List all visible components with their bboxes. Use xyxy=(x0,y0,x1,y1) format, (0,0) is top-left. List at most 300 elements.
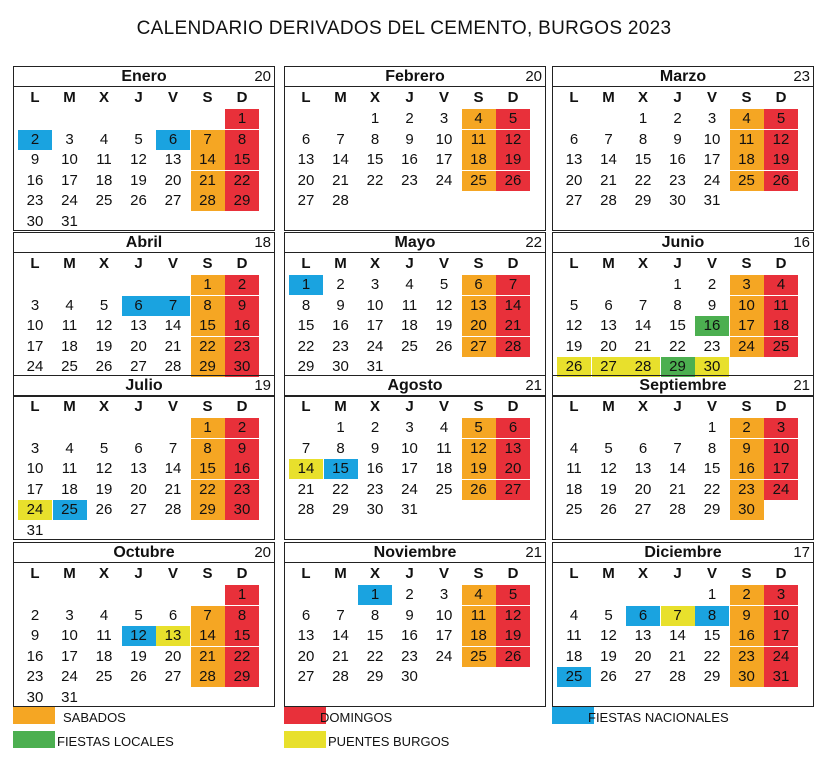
day-cell: 7 xyxy=(496,275,530,295)
day-cell: 21 xyxy=(191,171,225,191)
day-cell: 29 xyxy=(225,667,259,687)
day-cell: 12 xyxy=(122,626,156,646)
day-cell: 15 xyxy=(191,316,225,336)
day-cell: 6 xyxy=(301,606,311,624)
day-cell: 15 xyxy=(366,627,384,645)
day-cell: 8 xyxy=(225,606,259,626)
day-cell: 21 xyxy=(600,171,617,189)
weekday-header: S xyxy=(473,565,484,582)
month-septiembre xyxy=(552,375,814,540)
day-cell: 13 xyxy=(634,460,652,478)
day-cell: 11 xyxy=(566,627,582,645)
working-days-count: 22 xyxy=(525,234,542,251)
day-cell: 29 xyxy=(366,668,384,686)
day-cell: 20 xyxy=(130,337,147,355)
day-cell: 15 xyxy=(703,460,721,478)
working-days-count: 18 xyxy=(254,234,271,251)
day-cell: 11 xyxy=(764,296,798,316)
day-cell: 3 xyxy=(707,110,717,127)
day-cell: 28 xyxy=(191,667,225,687)
weekday-header: M xyxy=(63,565,76,582)
day-cell: 31 xyxy=(61,213,78,230)
weekday-header: L xyxy=(301,398,311,415)
day-cell: 23 xyxy=(26,192,44,210)
day-cell: 17 xyxy=(26,337,44,355)
day-cell: 5 xyxy=(764,109,798,129)
day-cell: 17 xyxy=(366,317,384,335)
legend-label: DOMINGOS xyxy=(320,710,393,725)
day-cell: 22 xyxy=(191,480,225,500)
header-divider xyxy=(553,562,813,563)
day-cell: 18 xyxy=(565,480,583,498)
month-abril xyxy=(13,232,275,397)
day-cell: 22 xyxy=(634,171,652,189)
day-cell: 10 xyxy=(26,460,44,478)
day-cell: 3 xyxy=(764,585,798,605)
day-cell: 18 xyxy=(462,626,496,646)
weekday-header: V xyxy=(167,398,178,415)
day-cell: 29 xyxy=(191,500,225,520)
month-mayo xyxy=(284,232,546,397)
month-name: Febrero xyxy=(385,68,445,85)
weekday-header: D xyxy=(775,565,787,582)
day-cell: 10 xyxy=(730,296,764,316)
day-cell: 4 xyxy=(569,606,579,624)
day-cell: 26 xyxy=(435,337,453,355)
header-divider xyxy=(14,562,274,563)
working-days-count: 21 xyxy=(525,377,542,394)
month-enero xyxy=(13,66,275,231)
day-cell: 11 xyxy=(462,130,496,150)
day-cell: 21 xyxy=(332,171,349,189)
day-cell: 26 xyxy=(600,668,617,686)
day-cell: 6 xyxy=(301,130,311,148)
month-name: Noviembre xyxy=(373,544,457,561)
weekday-header: X xyxy=(369,565,380,582)
day-cell: 20 xyxy=(600,337,617,355)
day-cell: 27 xyxy=(462,337,496,357)
weekday-header: V xyxy=(706,255,717,272)
day-cell: 1 xyxy=(638,110,648,127)
day-cell: 15 xyxy=(634,151,652,169)
day-cell: 24 xyxy=(703,171,721,189)
day-cell: 30 xyxy=(669,192,686,210)
day-cell: 24 xyxy=(764,647,798,667)
day-cell: 13 xyxy=(496,439,530,459)
day-cell: 14 xyxy=(669,627,686,645)
day-cell: 15 xyxy=(703,627,721,645)
day-cell: 4 xyxy=(405,276,414,293)
day-cell: 21 xyxy=(669,480,686,498)
month-name: Enero xyxy=(121,68,167,85)
day-cell: 11 xyxy=(61,460,78,478)
day-cell: 1 xyxy=(707,419,717,436)
weekday-header: D xyxy=(236,565,248,582)
day-cell: 8 xyxy=(191,439,225,459)
day-cell: 5 xyxy=(99,296,109,314)
day-cell: 31 xyxy=(61,689,78,706)
day-cell: 16 xyxy=(332,317,349,335)
day-cell: 8 xyxy=(673,296,682,314)
day-cell: 4 xyxy=(65,439,74,457)
day-cell: 26 xyxy=(496,647,530,667)
weekday-header: S xyxy=(741,255,752,272)
day-cell: 10 xyxy=(61,151,78,169)
day-cell: 28 xyxy=(191,191,225,211)
day-cell: 24 xyxy=(764,480,798,500)
day-cell: 16 xyxy=(669,151,686,169)
weekday-header: M xyxy=(63,89,76,106)
day-cell: 19 xyxy=(600,480,617,498)
day-cell: 16 xyxy=(401,627,418,645)
day-cell: 16 xyxy=(26,647,44,665)
legend-label: SABADOS xyxy=(63,710,126,725)
day-cell: 4 xyxy=(462,585,496,605)
month-noviembre xyxy=(284,542,546,707)
weekday-header: D xyxy=(775,255,787,272)
month-name: Mayo xyxy=(394,234,436,251)
day-cell: 30 xyxy=(730,500,764,520)
day-cell: 28 xyxy=(600,192,617,210)
header-divider xyxy=(14,86,274,87)
day-cell: 17 xyxy=(435,627,453,645)
day-cell: 28 xyxy=(297,501,315,519)
weekday-header: J xyxy=(134,398,143,415)
day-cell: 6 xyxy=(156,130,190,150)
weekday-header: S xyxy=(473,398,484,415)
day-cell: 11 xyxy=(401,296,418,314)
weekday-header: J xyxy=(134,89,143,106)
weekday-header: X xyxy=(637,565,648,582)
day-cell: 9 xyxy=(405,130,414,148)
day-cell: 19 xyxy=(95,480,113,498)
day-cell: 30 xyxy=(730,667,764,687)
day-cell: 1 xyxy=(336,419,345,436)
weekday-header: X xyxy=(637,89,648,106)
day-cell: 7 xyxy=(604,130,613,148)
weekday-header: D xyxy=(507,565,519,582)
day-cell: 29 xyxy=(191,357,225,377)
day-cell: 2 xyxy=(405,110,414,127)
day-cell: 7 xyxy=(168,439,178,457)
day-cell: 13 xyxy=(297,151,315,169)
day-cell: 25 xyxy=(95,668,113,686)
day-cell: 7 xyxy=(156,296,190,316)
weekday-header: M xyxy=(334,89,347,106)
day-cell: 14 xyxy=(164,460,182,478)
day-cell: 28 xyxy=(496,337,530,357)
day-cell: 10 xyxy=(435,606,453,624)
weekday-header: M xyxy=(334,565,347,582)
day-cell: 25 xyxy=(95,192,113,210)
weekday-header: L xyxy=(569,565,579,582)
day-cell: 12 xyxy=(95,460,113,478)
day-cell: 2 xyxy=(673,110,682,127)
weekday-header: X xyxy=(369,398,380,415)
day-cell: 28 xyxy=(332,668,349,686)
day-cell: 2 xyxy=(336,276,345,293)
day-cell: 24 xyxy=(435,647,453,665)
day-cell: 16 xyxy=(730,459,764,479)
day-cell: 17 xyxy=(764,626,798,646)
weekday-header: L xyxy=(569,398,579,415)
day-cell: 10 xyxy=(26,317,44,335)
day-cell: 17 xyxy=(730,316,764,336)
working-days-count: 21 xyxy=(525,544,542,561)
month-header xyxy=(553,543,813,562)
day-cell: 11 xyxy=(566,460,582,478)
weekday-header: M xyxy=(63,398,76,415)
day-cell: 20 xyxy=(565,171,583,189)
day-cell: 3 xyxy=(370,276,380,293)
weekday-header: M xyxy=(63,255,76,272)
day-cell: 17 xyxy=(61,171,78,189)
month-name: Septiembre xyxy=(639,377,727,394)
day-cell: 7 xyxy=(638,296,648,314)
day-cell: 9 xyxy=(405,606,414,624)
day-cell: 3 xyxy=(65,606,74,624)
weekday-header: D xyxy=(236,398,248,415)
day-cell: 22 xyxy=(669,337,686,355)
day-cell: 3 xyxy=(730,275,764,295)
day-cell: 18 xyxy=(401,317,418,335)
day-cell: 21 xyxy=(164,480,182,498)
day-cell: 7 xyxy=(336,130,345,148)
day-cell: 15 xyxy=(366,151,384,169)
day-cell: 9 xyxy=(225,296,259,316)
month-marzo xyxy=(552,66,814,231)
day-cell: 20 xyxy=(634,480,652,498)
month-agosto xyxy=(284,375,546,540)
day-cell: 2 xyxy=(707,276,717,293)
day-cell: 5 xyxy=(569,296,579,314)
weekday-header: L xyxy=(301,89,311,106)
header-divider xyxy=(553,395,813,396)
day-cell: 12 xyxy=(496,130,530,150)
day-cell: 14 xyxy=(332,627,349,645)
day-cell: 19 xyxy=(496,150,530,170)
day-cell: 1 xyxy=(370,110,380,127)
day-cell: 18 xyxy=(95,171,113,189)
month-name: Abril xyxy=(125,234,163,251)
day-cell: 22 xyxy=(703,480,721,498)
day-cell: 25 xyxy=(730,171,764,191)
weekday-header: L xyxy=(569,89,579,106)
month-febrero xyxy=(284,66,546,231)
day-cell: 26 xyxy=(462,480,496,500)
day-cell: 24 xyxy=(61,192,78,210)
day-cell: 6 xyxy=(168,606,178,624)
weekday-header: D xyxy=(507,255,519,272)
day-cell: 9 xyxy=(30,627,40,645)
weekday-header: D xyxy=(775,89,787,106)
day-cell: 8 xyxy=(638,130,648,148)
weekday-header: D xyxy=(507,89,519,106)
day-cell: 25 xyxy=(462,647,496,667)
day-cell: 4 xyxy=(462,109,496,129)
weekday-header: D xyxy=(507,398,519,415)
day-cell: 13 xyxy=(130,460,147,478)
day-cell: 11 xyxy=(96,151,112,169)
day-cell: 25 xyxy=(53,500,87,520)
day-cell: 23 xyxy=(26,668,44,686)
day-cell: 1 xyxy=(225,109,259,129)
month-julio xyxy=(13,375,275,540)
header-divider xyxy=(553,86,813,87)
header-divider xyxy=(285,562,545,563)
weekday-header: X xyxy=(369,255,380,272)
day-cell: 25 xyxy=(764,337,798,357)
day-cell: 5 xyxy=(134,130,143,148)
day-cell: 22 xyxy=(332,480,349,498)
page-title: CALENDARIO DERIVADOS DEL CEMENTO, BURGOS 2023 xyxy=(136,18,672,39)
day-cell: 12 xyxy=(600,460,617,478)
weekday-header: M xyxy=(334,255,347,272)
weekday-header: S xyxy=(741,89,752,106)
day-cell: 24 xyxy=(435,171,453,189)
day-cell: 5 xyxy=(99,439,109,457)
day-cell: 3 xyxy=(30,439,40,457)
month-name: Agosto xyxy=(387,377,443,394)
day-cell: 8 xyxy=(225,130,259,150)
day-cell: 2 xyxy=(225,418,259,438)
day-cell: 10 xyxy=(435,130,453,148)
day-cell: 27 xyxy=(164,668,182,686)
header-divider xyxy=(553,252,813,253)
day-cell: 4 xyxy=(569,439,579,457)
day-cell: 6 xyxy=(638,439,648,457)
working-days-count: 17 xyxy=(793,544,810,561)
weekday-header: J xyxy=(134,565,143,582)
day-cell: 13 xyxy=(164,151,182,169)
weekday-header: V xyxy=(167,89,178,106)
day-cell: 21 xyxy=(164,337,182,355)
header-divider xyxy=(285,252,545,253)
working-days-count: 16 xyxy=(793,234,810,251)
month-header xyxy=(14,67,274,86)
day-cell: 3 xyxy=(30,296,40,314)
day-cell: 22 xyxy=(366,647,384,665)
day-cell: 6 xyxy=(626,606,660,626)
day-cell: 9 xyxy=(225,439,259,459)
day-cell: 29 xyxy=(661,357,695,377)
day-cell: 23 xyxy=(401,647,418,665)
day-cell: 20 xyxy=(164,171,182,189)
day-cell: 27 xyxy=(297,192,315,210)
weekday-header: D xyxy=(236,89,248,106)
weekday-header: X xyxy=(98,255,109,272)
legend-swatch xyxy=(284,731,326,748)
day-cell: 15 xyxy=(669,317,686,335)
weekday-header: J xyxy=(673,255,682,272)
day-cell: 28 xyxy=(669,668,686,686)
day-cell: 1 xyxy=(191,275,225,295)
weekday-header: M xyxy=(602,89,615,106)
day-cell: 28 xyxy=(164,501,182,519)
month-name: Julio xyxy=(125,377,163,394)
day-cell: 18 xyxy=(462,150,496,170)
day-cell: 30 xyxy=(401,668,418,686)
day-cell: 26 xyxy=(95,358,113,376)
day-cell: 23 xyxy=(225,480,259,500)
weekday-header: M xyxy=(602,398,615,415)
day-cell: 25 xyxy=(462,171,496,191)
day-cell: 28 xyxy=(626,357,660,377)
day-cell: 24 xyxy=(26,358,44,376)
weekday-header: L xyxy=(569,255,579,272)
working-days-count: 23 xyxy=(793,68,810,85)
weekday-header: L xyxy=(30,89,40,106)
day-cell: 12 xyxy=(496,606,530,626)
month-name: Junio xyxy=(661,234,705,251)
day-cell: 13 xyxy=(156,626,190,646)
day-cell: 30 xyxy=(225,500,259,520)
day-cell: 13 xyxy=(462,296,496,316)
day-cell: 8 xyxy=(370,606,380,624)
day-cell: 1 xyxy=(707,586,717,603)
day-cell: 5 xyxy=(496,585,530,605)
day-cell: 21 xyxy=(191,647,225,667)
weekday-header: L xyxy=(301,565,311,582)
day-cell: 3 xyxy=(764,418,798,438)
day-cell: 26 xyxy=(764,171,798,191)
day-cell: 15 xyxy=(225,626,259,646)
day-cell: 19 xyxy=(130,647,147,665)
day-cell: 24 xyxy=(730,337,764,357)
day-cell: 21 xyxy=(634,337,652,355)
day-cell: 16 xyxy=(730,626,764,646)
day-cell: 13 xyxy=(297,627,315,645)
legend-swatch xyxy=(13,731,55,748)
day-cell: 27 xyxy=(297,668,315,686)
day-cell: 19 xyxy=(496,626,530,646)
day-cell: 4 xyxy=(730,109,764,129)
day-cell: 5 xyxy=(496,109,530,129)
day-cell: 6 xyxy=(604,296,613,314)
day-cell: 11 xyxy=(730,130,764,150)
day-cell: 31 xyxy=(401,501,418,519)
day-cell: 12 xyxy=(565,317,583,335)
day-cell: 14 xyxy=(191,626,225,646)
day-cell: 12 xyxy=(435,296,453,314)
day-cell: 4 xyxy=(99,130,109,148)
weekday-header: L xyxy=(301,255,311,272)
day-cell: 23 xyxy=(730,647,764,667)
day-cell: 25 xyxy=(557,667,591,687)
day-cell: 6 xyxy=(134,439,143,457)
weekday-header: V xyxy=(167,565,178,582)
day-cell: 18 xyxy=(435,460,453,478)
day-cell: 17 xyxy=(401,460,418,478)
weekday-header: L xyxy=(30,255,40,272)
day-cell: 30 xyxy=(332,358,349,376)
day-cell: 7 xyxy=(673,439,682,457)
day-cell: 10 xyxy=(366,296,384,314)
day-cell: 13 xyxy=(634,627,652,645)
weekday-header: V xyxy=(438,398,449,415)
day-cell: 5 xyxy=(604,606,613,624)
day-cell: 22 xyxy=(191,337,225,357)
weekday-header: S xyxy=(202,89,213,106)
day-cell: 25 xyxy=(61,358,78,376)
legend-swatch xyxy=(13,707,55,724)
day-cell: 3 xyxy=(439,586,449,603)
day-cell: 8 xyxy=(191,296,225,316)
day-cell: 30 xyxy=(366,501,384,519)
day-cell: 27 xyxy=(634,501,652,519)
day-cell: 13 xyxy=(130,317,147,335)
day-cell: 18 xyxy=(730,150,764,170)
